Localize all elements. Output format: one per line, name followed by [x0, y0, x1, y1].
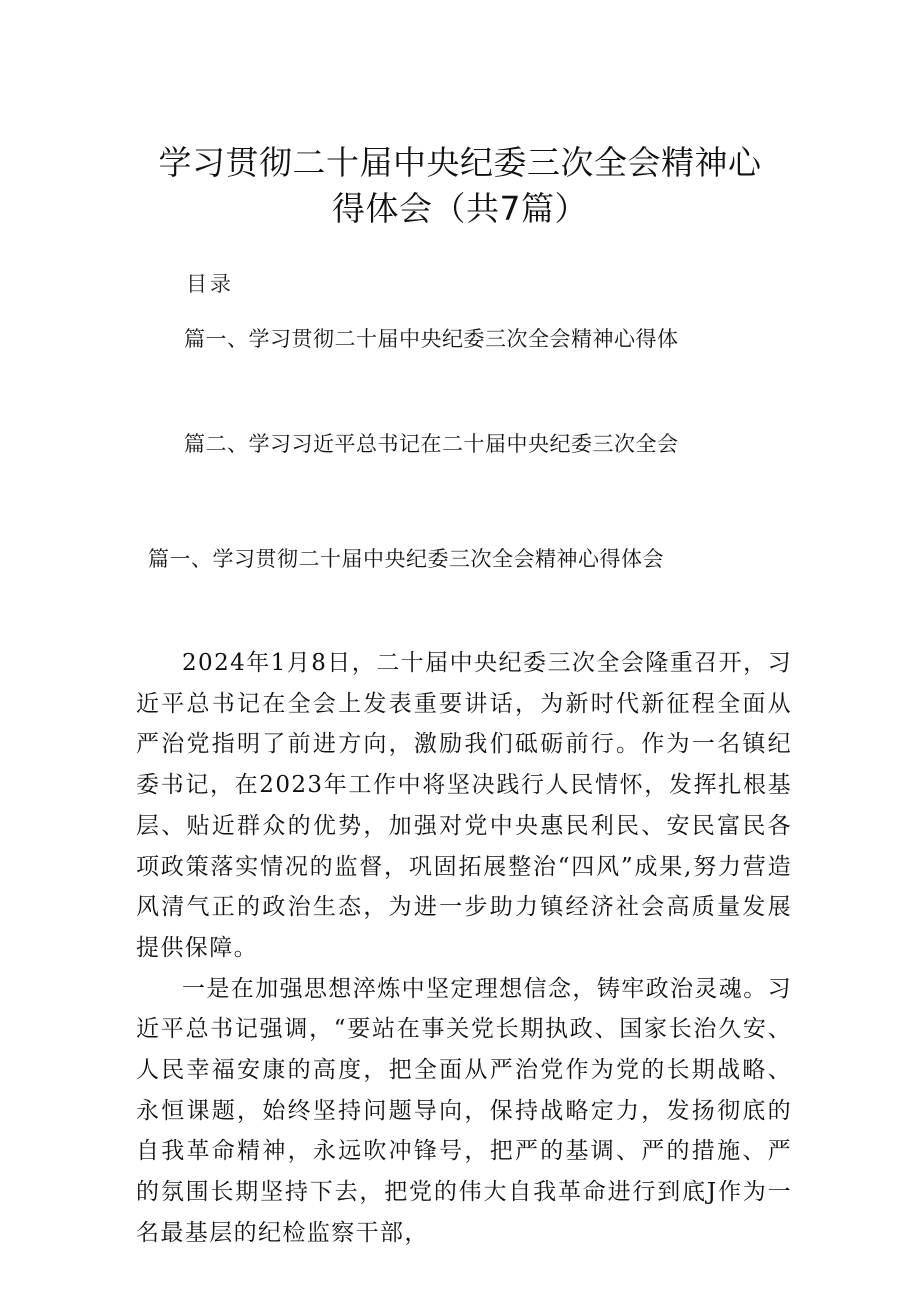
section-heading: 篇一、学习贯彻二十届中央纪委三次全会精神心得体会 [148, 547, 664, 571]
toc-item-2[interactable]: 篇二、学习习近平总书记在二十届中央纪委三次全会 [184, 432, 679, 456]
document-title-line-1: 学习贯彻二十届中央纪委三次全会精神心 [158, 143, 762, 182]
paragraph-2: 一是在加强思想淬炼中坚定理想信念，铸牢政治灵魂。习近平总书记强调，“要站在事关党长期执政、国家长治久安、人民幸福安康的高度，把全面从严治党作为党的长期战略、永恒课题，始终坚持问题导向，保持战略定力，发扬彻底的自我革命精神，永远吹冲锋号，把严的基调、严的措施、严的氛围长期坚持下去，把党的伟大自我革命进行到底J作为一名最基层的纪检监察干部， [136, 975, 792, 1246]
body-text [136, 643, 792, 1254]
paragraph-1: 2024年1月8日，二十届中央纪委三次全会隆重召开，习近平总书记在全会上发表重要讲话，为新时代新征程全面从严治党指明了前进方向，激励我们砥砺前行。作为一名镇纪委书记，在2023年工作中将坚决践行人民情怀，发挥扎根基层、贴近群众的优势，加强对党中央惠民利民、安民富民各项政策落实情况的监督，巩固拓展整治“四风”成果,努力营造风清气正的政治生态，为进一步助力镇经济社会高质量发展提供保障。 [136, 650, 792, 961]
document-title-line-2: 得体会（共7篇） [332, 189, 588, 228]
document-title [140, 140, 780, 232]
toc-label: 目录 [186, 272, 234, 296]
toc-item-1[interactable]: 篇一、学习贯彻二十届中央纪委三次全会精神心得体 [184, 327, 679, 351]
